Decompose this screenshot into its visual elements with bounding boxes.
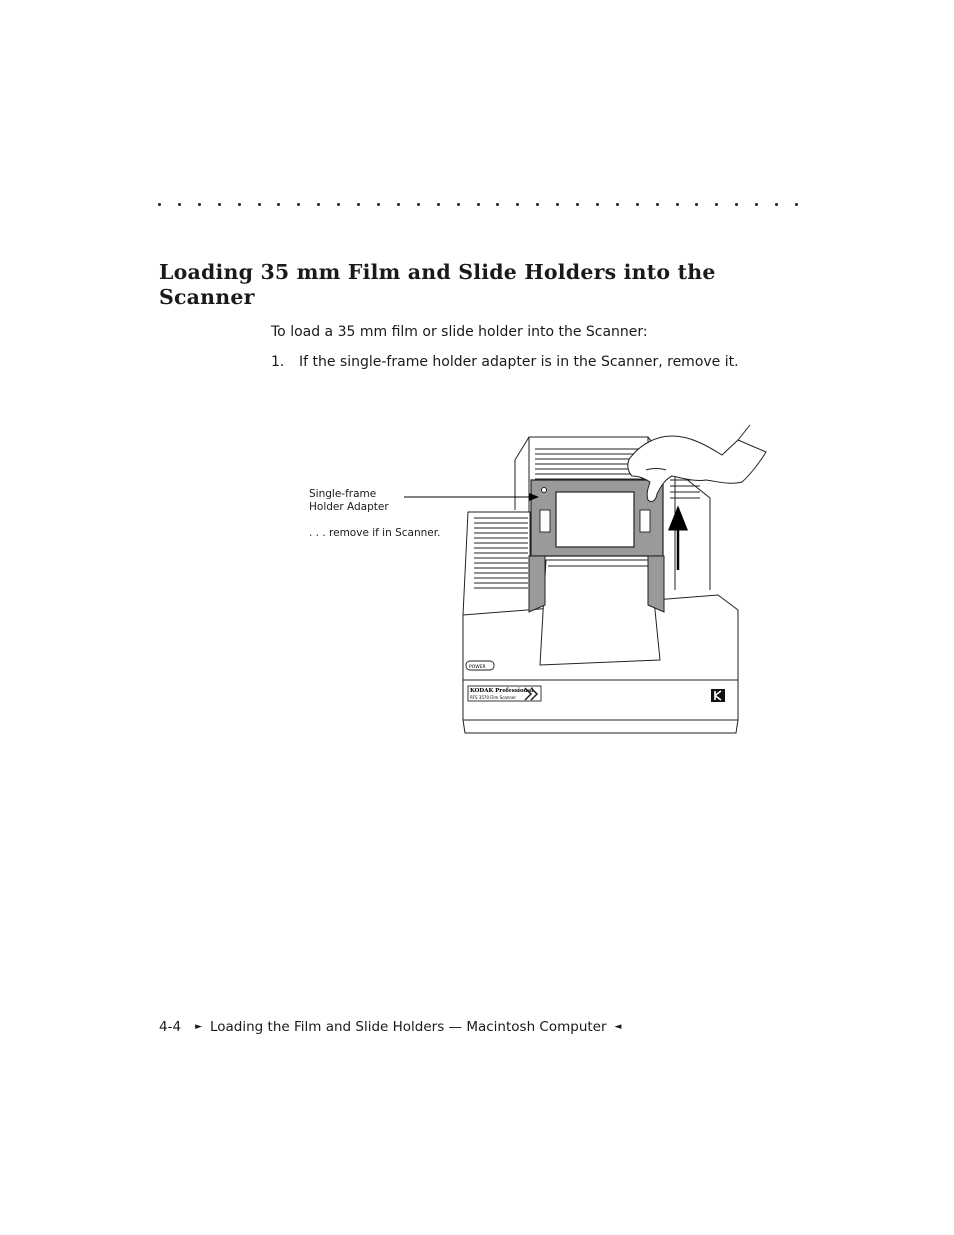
section-heading: Loading 35 mm Film and Slide Holders into the Scanner	[159, 260, 716, 309]
power-switch	[466, 661, 494, 670]
scanner-left-side	[463, 512, 530, 615]
left-triangle-icon: ◄	[614, 1022, 622, 1032]
step-text: If the single-frame holder adapter is in the Scanner, remove it.	[299, 354, 739, 370]
model-label: RFS 3570 Film Scanner	[470, 695, 517, 700]
callout-line-1: Single-frame	[309, 488, 377, 500]
page-number: 4-4	[159, 1019, 182, 1035]
power-label: POWER	[469, 665, 486, 670]
kodak-logo-icon	[711, 689, 725, 702]
callout-line-2: Holder Adapter	[309, 501, 389, 513]
running-title: Loading the Film and Slide Holders — Macintosh Computer	[209, 1019, 607, 1035]
step-number: 1.	[271, 354, 285, 370]
intro-paragraph: To load a 35 mm film or slide holder into the Scanner:	[271, 324, 648, 340]
callout-note: . . . remove if in Scanner.	[309, 527, 441, 539]
film-tray	[540, 560, 660, 665]
brand-plate	[468, 686, 541, 701]
brand-label: KODAK Professional	[470, 688, 534, 694]
right-triangle-icon: ►	[195, 1022, 202, 1032]
hand-drawing	[628, 425, 766, 502]
page-footer	[159, 1019, 621, 1035]
